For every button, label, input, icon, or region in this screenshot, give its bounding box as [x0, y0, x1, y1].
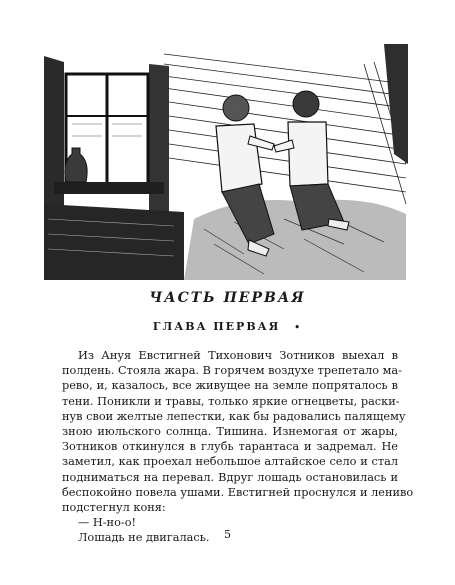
- chapter-body-text: [62, 348, 414, 545]
- text-line: полдень. Стояла жара. В горячем воздухе трепетало ма-: [62, 364, 402, 378]
- text-line: подстегнул коня:: [62, 500, 166, 514]
- illustration-two-boys-sitting-by-window: [44, 44, 408, 280]
- text-line: нув свои желтые лепестки, как бы радовались палящему: [62, 409, 406, 423]
- chapter-title-text: ГЛАВА ПЕРВАЯ: [152, 320, 281, 333]
- text-line: зною июльского солнца. Тишина. Изнемогая от жары,: [62, 424, 398, 438]
- text-line: Зотников откинулся в глубь тарантаса и задремал. Не: [62, 440, 398, 454]
- text-line: Лошадь не двигалась.: [78, 531, 210, 545]
- text-line: — Н-но-о!: [78, 516, 137, 530]
- part-title: ЧАСТЬ ПЕРВАЯ: [149, 290, 306, 306]
- text-line: подниматься на перевал. Вдруг лошадь остановилась и: [62, 470, 398, 484]
- chapter-title: [0, 320, 455, 333]
- text-line: рево, и, казалось, все живущее на земле попряталось в: [62, 379, 398, 393]
- text-line: Из Ануя Евстигней Тихонович Зотников выехал в: [78, 349, 398, 362]
- text-line: заметил, как проехал небольшое алтайское село и стал: [62, 455, 398, 469]
- page-number: 5: [224, 528, 231, 541]
- chapter-mark: •: [294, 323, 303, 333]
- text-line: тени. Поникли и травы, только яркие огнецветы, раски-: [62, 394, 400, 408]
- text-line: беспокойно повела ушами. Евстигней проснулся и лениво: [62, 485, 414, 499]
